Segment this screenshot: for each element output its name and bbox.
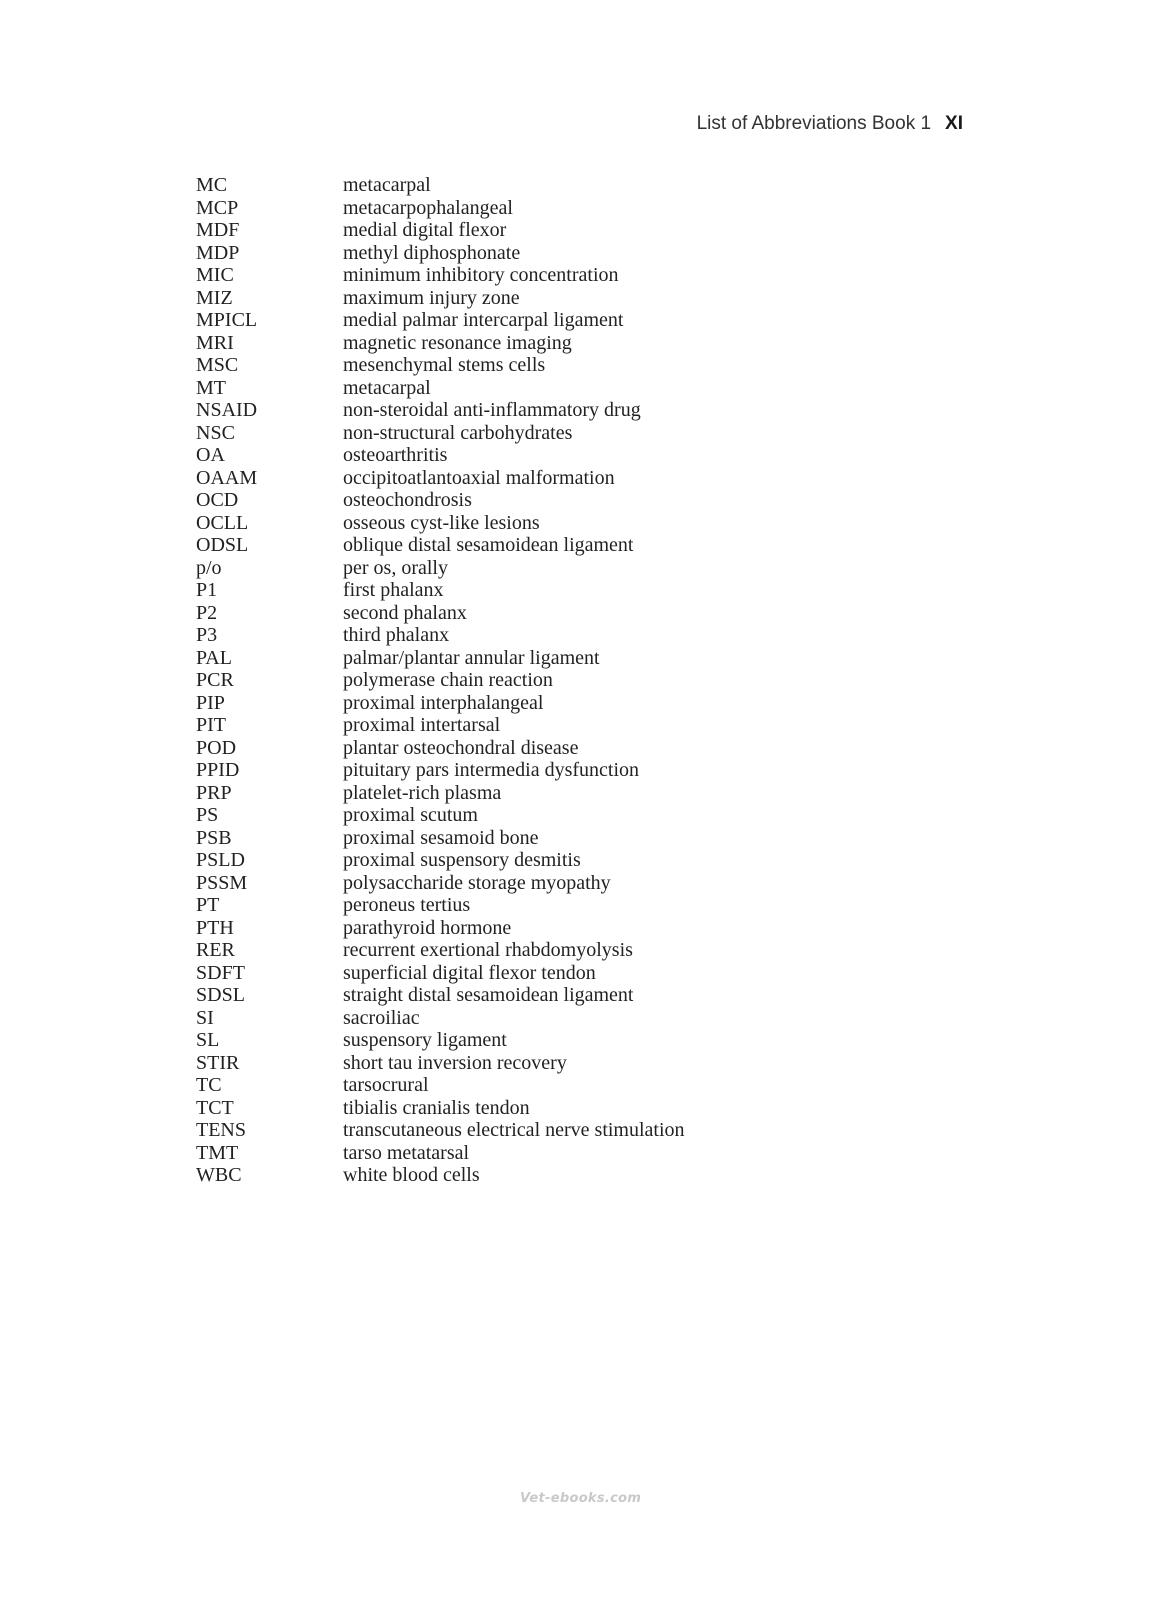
abbreviation-term: PPID [196,759,240,781]
abbreviation-definition: tarsocrural [343,1074,429,1096]
abbreviation-row [196,872,685,895]
abbreviation-row [196,602,685,625]
abbreviation-row [196,1119,685,1142]
abbreviation-term: TENS [196,1119,246,1141]
abbreviation-term: SL [196,1029,220,1051]
abbreviation-definition: mesenchymal stems cells [343,354,546,376]
abbreviation-term: MT [196,376,226,399]
abbreviation-definition: white blood cells [343,1164,480,1186]
abbreviation-term: OAAM [196,466,258,489]
abbreviation-row [196,1074,685,1097]
abbreviation-term: SI [196,1006,214,1029]
watermark: Vet-ebooks.com [520,1491,642,1506]
abbreviation-definition: medial digital flexor [343,219,507,241]
abbreviation-row [196,984,685,1007]
abbreviation-term: PT [196,894,220,916]
abbreviation-term: MIZ [196,286,233,309]
abbreviation-term: PAL [196,646,232,669]
abbreviation-row [196,849,685,872]
abbreviation-definition: proximal intertarsal [343,714,501,736]
abbreviation-definition: maximum injury zone [343,286,520,309]
abbreviation-row [196,534,685,557]
abbreviation-term: SDFT [196,961,245,984]
abbreviation-row [196,1164,685,1187]
abbreviation-definition: superficial digital flexor tendon [343,961,596,984]
abbreviation-row [196,669,685,692]
abbreviation-definition: recurrent exertional rhabdomyolysis [343,939,633,961]
abbreviation-definition: short tau inversion recovery [343,1051,567,1074]
running-header [697,113,963,135]
abbreviation-row [196,309,685,332]
abbreviation-row [196,692,685,715]
abbreviation-definition: minimum inhibitory concentration [343,264,619,286]
abbreviation-definition: polysaccharide storage myopathy [343,871,611,894]
abbreviation-term: PSLD [196,849,245,871]
abbreviation-term: STIR [196,1051,240,1074]
abbreviation-term: MDF [196,219,240,241]
abbreviation-term: MRI [196,331,234,354]
abbreviation-definition: tibialis cranialis tendon [343,1096,530,1119]
abbreviation-row [196,422,685,445]
abbreviation-row [196,174,685,197]
abbreviation-term: OCD [196,489,239,511]
abbreviation-definition: medial palmar intercarpal ligament [343,309,624,331]
abbreviation-definition: sacroiliac [343,1006,420,1029]
abbreviation-row [196,962,685,985]
abbreviation-definition: transcutaneous electrical nerve stimulation [343,1119,685,1141]
abbreviation-term: WBC [196,1164,242,1186]
abbreviation-term: p/o [196,556,222,579]
abbreviation-term: TMT [196,1141,239,1164]
abbreviation-row [196,512,685,535]
abbreviation-row [196,1029,685,1052]
abbreviation-row [196,1052,685,1075]
abbreviation-term: P3 [196,624,218,646]
abbreviation-term: PSSM [196,871,248,894]
abbreviation-definition: pituitary pars intermedia dysfunction [343,759,640,781]
abbreviation-term: RER [196,939,235,961]
abbreviation-term: TCT [196,1096,234,1119]
abbreviation-row [196,737,685,760]
abbreviation-row [196,377,685,400]
abbreviation-term: P2 [196,601,218,624]
abbreviation-term: NSC [196,421,235,444]
abbreviation-row [196,332,685,355]
abbreviation-row [196,354,685,377]
abbreviation-term: POD [196,736,237,759]
abbreviation-definition: metacarpal [343,174,431,196]
abbreviation-term: P1 [196,579,218,601]
abbreviation-term: SDSL [196,984,245,1006]
abbreviation-row [196,894,685,917]
abbreviation-row [196,714,685,737]
abbreviation-definition: second phalanx [343,601,467,624]
abbreviation-definition: osseous cyst-like lesions [343,511,540,534]
abbreviation-row [196,197,685,220]
abbreviation-definition: osteoarthritis [343,444,448,466]
abbreviation-row [196,264,685,287]
abbreviation-row [196,939,685,962]
abbreviation-definition: tarso metatarsal [343,1141,470,1164]
abbreviation-definition: polymerase chain reaction [343,669,553,691]
abbreviation-term: NSAID [196,399,258,421]
abbreviation-definition: metacarpal [343,376,431,399]
abbreviation-definition: proximal interphalangeal [343,691,544,714]
abbreviation-term: MCP [196,196,239,219]
abbreviation-definition: parathyroid hormone [343,916,512,939]
abbreviation-row [196,399,685,422]
abbreviation-definition: magnetic resonance imaging [343,331,572,354]
abbreviation-row [196,917,685,940]
abbreviation-term: ODSL [196,534,249,556]
abbreviation-definition: suspensory ligament [343,1029,507,1051]
abbreviation-definition: peroneus tertius [343,894,471,916]
abbreviation-row [196,1007,685,1030]
abbreviation-row [196,782,685,805]
abbreviation-definition: straight distal sesamoidean ligament [343,984,634,1006]
abbreviation-definition: per os, orally [343,556,448,579]
abbreviation-row [196,557,685,580]
abbreviation-row [196,467,685,490]
abbreviation-term: MC [196,174,228,196]
abbreviation-definition: methyl diphosphonate [343,241,521,264]
abbreviation-definition: third phalanx [343,624,450,646]
abbreviation-term: PTH [196,916,234,939]
abbreviation-row [196,804,685,827]
abbreviation-row [196,1142,685,1165]
abbreviation-term: PRP [196,781,232,804]
abbreviation-row [196,579,685,602]
abbreviation-row [196,827,685,850]
abbreviation-row [196,219,685,242]
abbreviation-row [196,489,685,512]
abbreviation-definition: osteochondrosis [343,489,472,511]
abbreviation-row [196,1097,685,1120]
abbreviation-definition: plantar osteochondral disease [343,736,579,759]
abbreviation-definition: proximal suspensory desmitis [343,849,581,871]
abbreviation-row [196,287,685,310]
abbreviation-term: MDP [196,241,240,264]
abbreviation-term: PCR [196,669,234,691]
abbreviation-definition: first phalanx [343,579,444,601]
abbreviation-term: PIP [196,691,225,714]
abbreviation-term: MPICL [196,309,258,331]
abbreviation-row [196,624,685,647]
abbreviation-term: OA [196,444,225,466]
abbreviation-definition: metacarpophalangeal [343,196,513,219]
abbreviation-row [196,647,685,670]
abbreviation-term: MSC [196,354,239,376]
abbreviation-definition: oblique distal sesamoidean ligament [343,534,634,556]
abbreviation-definition: platelet-rich plasma [343,781,502,804]
abbreviation-definition: non-steroidal anti-inflammatory drug [343,399,641,421]
abbreviation-term: TC [196,1074,222,1096]
abbreviation-row [196,759,685,782]
abbreviation-row [196,444,685,467]
abbreviation-row [196,242,685,265]
abbreviation-definition: occipitoatlantoaxial malformation [343,466,615,489]
abbreviation-definition: proximal sesamoid bone [343,826,539,849]
page-number: XI [945,113,963,134]
running-header-title: List of Abbreviations Book 1 [696,113,932,134]
abbreviation-definition: palmar/plantar annular ligament [343,646,600,669]
abbreviation-term: PSB [196,826,232,849]
abbreviation-definition: proximal scutum [343,804,478,826]
abbreviation-term: OCLL [196,511,249,534]
abbreviation-term: MIC [196,264,234,286]
abbreviation-term: PS [196,804,219,826]
abbreviation-definition: non-structural carbohydrates [343,421,573,444]
abbreviation-list [196,174,685,1187]
abbreviation-term: PIT [196,714,226,736]
